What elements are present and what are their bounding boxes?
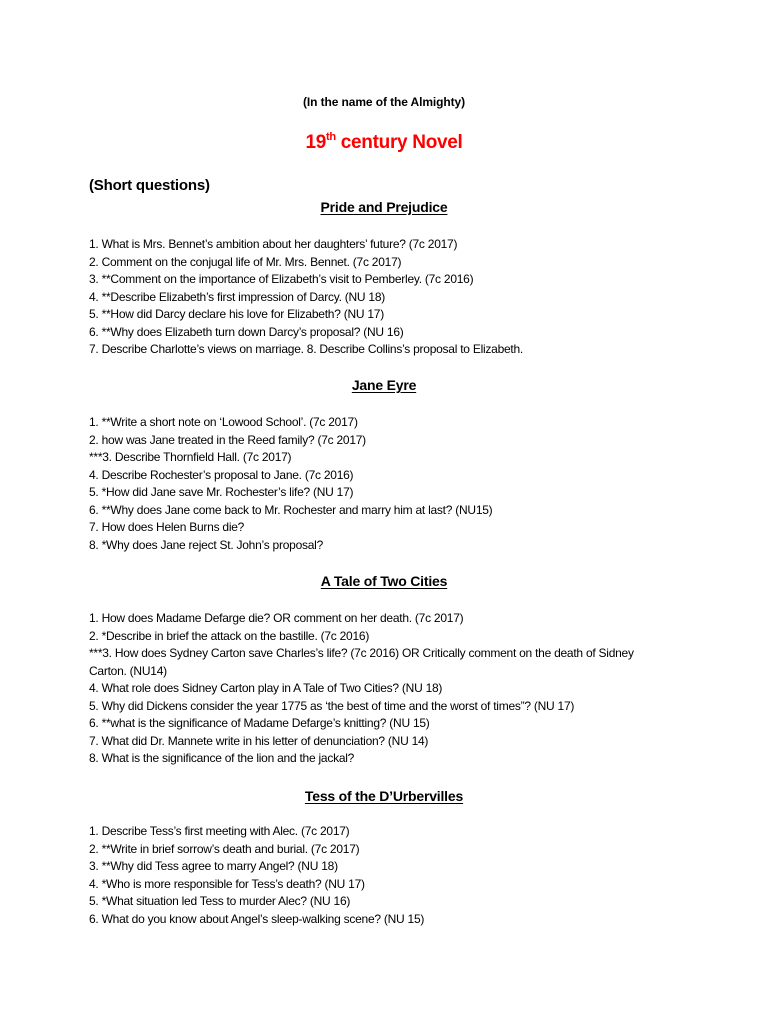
list-item: 7. What did Dr. Mannete write in his letter of denunciation? (NU 14) [89,733,429,748]
list-item: 1. Describe Tess’s first meeting with Alec. (7c 2017) [89,824,350,838]
list-item: 6. **Why does Elizabeth turn down Darcy’s proposal? (NU 16) [89,324,404,339]
question-list-tess-of-the-durbervilles [89,823,689,928]
section-heading-text: A Tale of Two Cities [320,573,448,589]
list-item: 5. **How did Darcy declare his love for Elizabeth? (NU 17) [89,307,384,321]
list-item: 4. Describe Rochester’s proposal to Jane. (7c 2016) [89,467,354,482]
list-item: 8. *Why does Jane reject St. John’s proposal? [89,537,323,552]
list-item: 6. **what is the significance of Madame Defarge’s knitting? (NU 15) [89,716,430,730]
list-item: 5. *What situation led Tess to murder Alec? (NU 16) [89,894,351,908]
list-item: 7. How does Helen Burns die? [89,520,245,534]
list-item: 1. How does Madame Defarge die? OR comment on her death. (7c 2017) [89,611,464,625]
list-item: 4. What role does Sidney Carton play in A Tale of Two Cities? (NU 18) [89,681,443,695]
list-item: 7. Describe Charlotte’s views on marriage. 8. Describe Collins’s proposal to Elizabeth. [89,342,524,356]
section-heading-pride-and-prejudice [0,199,768,215]
list-item: 1. **Write a short note on ‘Lowood School’. (7c 2017) [89,415,358,429]
title-number: 19 [305,132,326,153]
list-item: 2. how was Jane treated in the Reed family? (7c 2017) [89,432,366,447]
title-rest: century Novel [335,132,463,153]
title-text [305,132,462,153]
invocation-line: (In the name of the Almighty) [303,95,465,109]
list-item: 2. Comment on the conjugal life of Mr. Mrs. Bennet. (7c 2017) [89,254,402,269]
list-item: 2. **Write in brief sorrow’s death and burial. (7c 2017) [89,841,360,856]
list-item: 2. *Describe in brief the attack on the bastille. (7c 2016) [89,628,370,643]
page-title [0,132,768,154]
section-heading-text: Tess of the D’Urbervilles [304,788,464,804]
question-list-pride-and-prejudice [89,236,689,359]
question-list-jane-eyre [89,414,689,554]
list-item: 4. *Who is more responsible for Tess’s death? (NU 17) [89,876,365,891]
section-heading-tess-of-the-durbervilles [0,788,768,804]
list-item: ***3. How does Sydney Carton save Charles’s life? (7c 2016) OR Critically comment on the death of Sidney Carton. (NU14) [89,646,634,678]
list-item: 6. **Why does Jane come back to Mr. Rochester and marry him at last? (NU15) [89,502,493,517]
subtitle: (Short questions) [89,177,210,194]
list-item: 3. **Why did Tess agree to marry Angel? (NU 18) [89,859,338,873]
list-item: 8. What is the significance of the lion and the jackal? [89,751,355,765]
list-item: ***3. Describe Thornfield Hall. (7c 2017) [89,450,292,464]
section-heading-text: Jane Eyre [351,377,417,393]
section-heading-jane-eyre [0,377,768,393]
list-item: 3. **Comment on the importance of Elizabeth’s visit to Pemberley. (7c 2016) [89,272,474,286]
section-heading-a-tale-of-two-cities [0,573,768,589]
section-heading-text: Pride and Prejudice [320,199,448,215]
list-item: 1. What is Mrs. Bennet’s ambition about her daughters’ future? (7c 2017) [89,237,458,251]
list-item: 4. **Describe Elizabeth’s first impression of Darcy. (NU 18) [89,289,385,304]
list-item: 6. What do you know about Angel’s sleep-walking scene? (NU 15) [89,911,425,926]
title-superscript: th [326,131,336,143]
list-item: 5. *How did Jane save Mr. Rochester’s life? (NU 17) [89,485,354,499]
list-item: 5. Why did Dickens consider the year 1775 as ‘the best of time and the worst of times”? (NU 17) [89,698,575,713]
question-list-a-tale-of-two-cities [89,610,689,768]
